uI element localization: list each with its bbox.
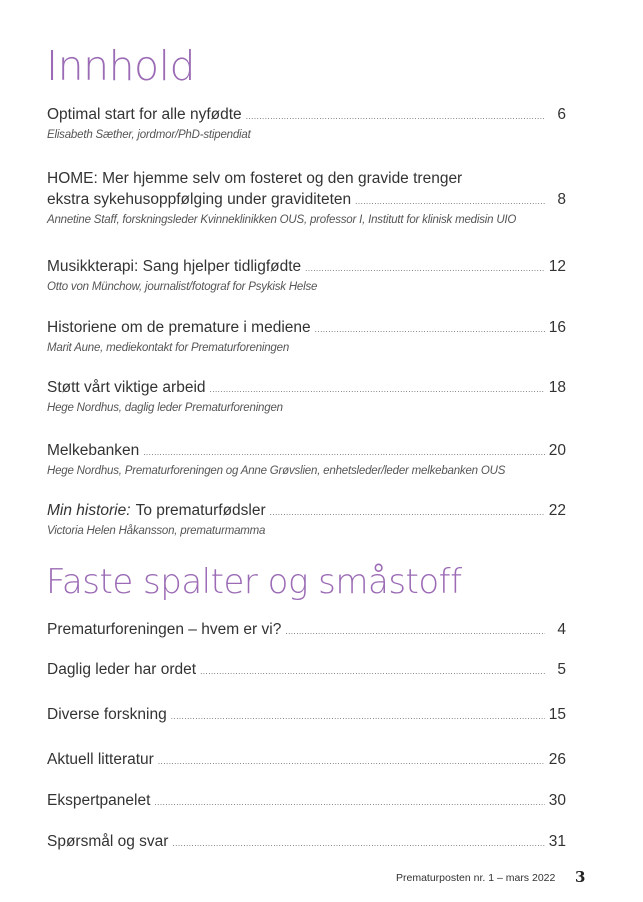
column-entry-title: Prematurforeningen – hvem er vi? [47,621,282,638]
toc-entry[interactable] [47,256,566,295]
toc-entry[interactable] [47,500,566,539]
column-entry-page: 26 [548,751,566,768]
toc-entry[interactable] [47,440,566,479]
column-entry-title: Ekspertpanelet [47,792,151,809]
dot-leader [315,319,545,340]
toc-entry[interactable] [47,377,566,416]
column-entry[interactable] [47,619,566,642]
toc-entry-line[interactable] [47,749,566,772]
column-entry-page: 5 [557,661,566,678]
toc-entry-line[interactable] [47,317,566,340]
dot-leader [158,751,545,772]
toc-entry-line[interactable] [47,500,566,523]
toc-entry-title: To prematurfødsler [135,502,266,519]
toc-entry-line[interactable] [47,256,566,279]
publication-info: Prematurposten nr. 1 – mars 2022 [396,872,556,884]
toc-entry-title: Optimal start for alle nyfødte [47,106,242,123]
toc-entry-line[interactable] [47,189,566,212]
dot-leader [172,833,545,854]
toc-entry-line[interactable] [47,659,566,682]
column-entry[interactable] [47,749,566,772]
dot-leader [200,661,545,682]
dot-leader [355,191,545,212]
column-entry[interactable] [47,790,566,813]
page-number: 3 [575,868,586,886]
dot-leader [285,621,545,642]
toc-entry[interactable] [47,104,566,143]
toc-entry-page: 8 [557,191,566,208]
toc-entry-page: 18 [548,379,566,396]
toc-entry-author: Otto von Münchow, journalist/fotograf for Psykisk Helse [47,281,318,293]
dot-leader [154,792,545,813]
column-entry[interactable] [47,659,566,682]
dot-leader [171,706,545,727]
toc-entry[interactable] [47,317,566,356]
toc-entry-author: Hege Nordhus, Prematurforeningen og Anne Grøvslien, enhetsleder/leder melkebanken OUS [47,465,506,477]
column-entry-page: 30 [548,792,566,809]
toc-entry-line[interactable] [47,440,566,463]
toc-entry-line[interactable] [47,790,566,813]
dot-leader [305,258,545,279]
toc-entry-title-line1: HOME: Mer hjemme selv om fosteret og den gravide trenger [47,170,463,187]
column-entry-title: Daglig leder har ordet [47,661,197,678]
toc-entry-author: Hege Nordhus, daglig leder Prematurforeningen [47,402,283,414]
toc-entry-title: Historiene om de premature i mediene [47,319,311,336]
toc-entry-title: Melkebanken [47,442,140,459]
column-entry-title: Spørsmål og svar [47,833,169,850]
toc-entry-page: 12 [548,258,566,275]
toc-entry-line[interactable] [47,704,566,727]
toc-entry-line[interactable] [47,377,566,400]
toc-entry[interactable] [47,168,566,228]
toc-entry-title-wrap [47,500,266,521]
toc-entry-title: Musikkterapi: Sang hjelper tidligfødte [47,258,302,275]
column-entry-page: 4 [557,621,566,638]
toc-entry-line[interactable] [47,104,566,127]
toc-entry-author: Annetine Staff, forskningsleder Kvinneklinikken OUS, professor I, Institutt for klinisk medisin UIO [47,214,517,226]
columns-heading: Faste spalter og småstoff [46,562,462,602]
column-entry-page: 15 [548,706,566,723]
toc-entry-author: Elisabeth Sæther, jordmor/PhD-stipendiat [47,129,251,141]
dot-leader [210,379,545,400]
toc-entry-title: ekstra sykehusoppfølging under graviditeten [47,191,352,208]
column-entry-title: Aktuell litteratur [47,751,154,768]
column-entry-title: Diverse forskning [47,706,167,723]
toc-entry-author: Victoria Helen Håkansson, prematurmamma [47,525,266,537]
toc-entry-line[interactable] [47,831,566,854]
column-entry-page: 31 [548,833,566,850]
contents-heading: Innhold [46,42,196,90]
toc-entry-line[interactable] [47,619,566,642]
toc-entry-page: 16 [548,319,566,336]
toc-entry-page: 22 [548,502,566,519]
toc-entry-page: 6 [557,106,566,123]
dot-leader [246,106,545,127]
dot-leader [143,442,545,463]
toc-entry-author: Marit Aune, mediekontakt for Prematurforeningen [47,342,290,354]
dot-leader [270,502,545,523]
column-entry[interactable] [47,704,566,727]
column-entry[interactable] [47,831,566,854]
toc-entry-title: Støtt vårt viktige arbeid [47,379,206,396]
toc-entry-page: 20 [548,442,566,459]
series-label: Min historie: [47,502,131,519]
